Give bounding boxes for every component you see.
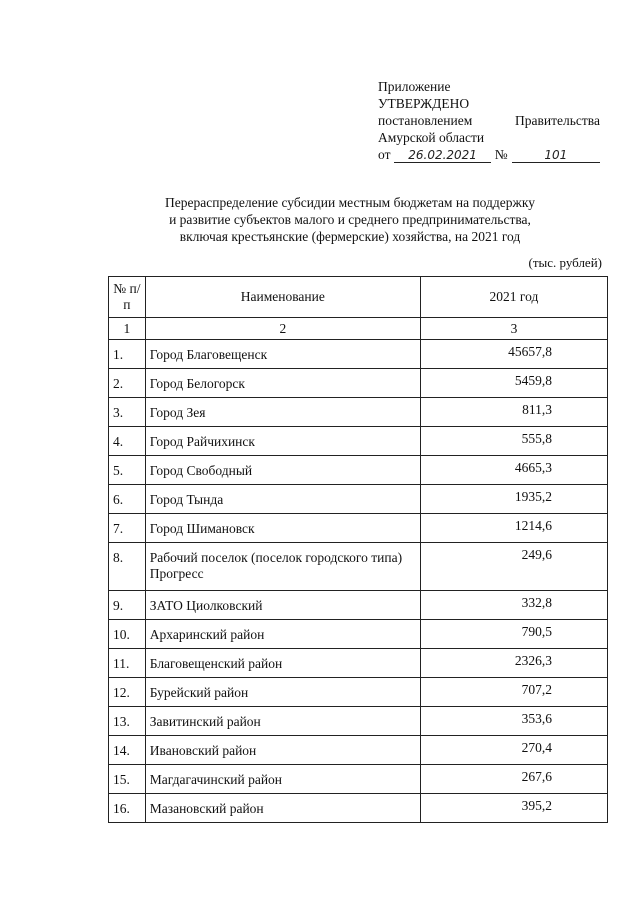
approved-label: УТВЕРЖДЕНО [378,96,470,111]
row-name: Бурейский район [145,678,420,707]
table-row [109,456,608,485]
row-name: Благовещенский район [145,649,420,678]
row-index: 2. [109,369,146,398]
table-row [109,543,608,591]
row-value: 555,8 [420,427,607,456]
date-prefix: от [378,147,391,162]
row-index: 4. [109,427,146,456]
row-value: 45657,8 [420,340,607,369]
row-name: Завитинский район [145,707,420,736]
row-name: Ивановский район [145,736,420,765]
number-sign: № [494,147,508,162]
government-word: Правительства [515,113,600,128]
title-line-2: и развитие субъектов малого и среднего предпринимательства, [169,212,531,227]
approval-block [378,78,600,163]
table-row [109,427,608,456]
row-value: 2326,3 [420,649,607,678]
row-value: 707,2 [420,678,607,707]
row-name: Город Свободный [145,456,420,485]
table-row [109,485,608,514]
table-header-row [109,277,608,318]
unit-label: (тыс. рублей) [528,255,602,270]
row-index: 16. [109,794,146,823]
title-line-3: включая крестьянские (фермерские) хозяйства, на 2021 год [179,229,521,244]
row-value: 790,5 [420,620,607,649]
row-index: 15. [109,765,146,794]
row-index: 5. [109,456,146,485]
row-name: Город Тында [145,485,420,514]
row-value: 267,6 [420,765,607,794]
handwritten-date: 26.02.2021 [394,149,490,163]
table-row [109,707,608,736]
title-line-1: Перераспределение субсидии местным бюджетам на поддержку [165,195,535,210]
row-value: 1935,2 [420,485,607,514]
document-title [140,194,560,245]
table-row [109,591,608,620]
row-value: 5459,8 [420,369,607,398]
row-index: 9. [109,591,146,620]
row-name: Мазановский район [145,794,420,823]
row-index: 13. [109,707,146,736]
row-name: Город Райчихинск [145,427,420,456]
row-name: Город Белогорск [145,369,420,398]
row-index: 3. [109,398,146,427]
column-number-row [109,318,608,340]
row-index: 6. [109,485,146,514]
row-value: 249,6 [420,543,607,591]
table-row [109,398,608,427]
row-index: 8. [109,543,146,591]
row-name: ЗАТО Циолковский [145,591,420,620]
row-value: 353,6 [420,707,607,736]
row-value: 4665,3 [420,456,607,485]
table-row [109,794,608,823]
table-row [109,765,608,794]
table-row [109,736,608,765]
table-row [109,369,608,398]
row-name: Город Зея [145,398,420,427]
header-index: № п/п [109,277,146,318]
resolution-line [378,112,600,129]
table-row [109,649,608,678]
row-name: Магдагачинский район [145,765,420,794]
appendix-label: Приложение [378,79,451,94]
row-index: 11. [109,649,146,678]
row-name: Город Шимановск [145,514,420,543]
table-row [109,620,608,649]
region-label: Амурской области [378,130,485,145]
row-value: 395,2 [420,794,607,823]
handwritten-number: 101 [512,149,600,163]
row-value: 811,3 [420,398,607,427]
table-row [109,678,608,707]
table-row [109,340,608,369]
date-number-line [378,146,600,163]
table-row [109,514,608,543]
column-number: 3 [420,318,607,340]
row-name: Город Благовещенск [145,340,420,369]
row-value: 1214,6 [420,514,607,543]
row-index: 7. [109,514,146,543]
header-name: Наименование [145,277,420,318]
row-name: Рабочий поселок (поселок городского типа) Прогресс [145,543,420,591]
row-index: 1. [109,340,146,369]
row-name: Архаринский район [145,620,420,649]
column-number: 2 [145,318,420,340]
row-index: 14. [109,736,146,765]
header-year: 2021 год [420,277,607,318]
column-number: 1 [109,318,146,340]
subsidy-table [108,276,608,823]
row-index: 10. [109,620,146,649]
row-value: 270,4 [420,736,607,765]
resolution-word: постановлением [378,113,473,128]
table-body [109,340,608,823]
row-index: 12. [109,678,146,707]
row-value: 332,8 [420,591,607,620]
